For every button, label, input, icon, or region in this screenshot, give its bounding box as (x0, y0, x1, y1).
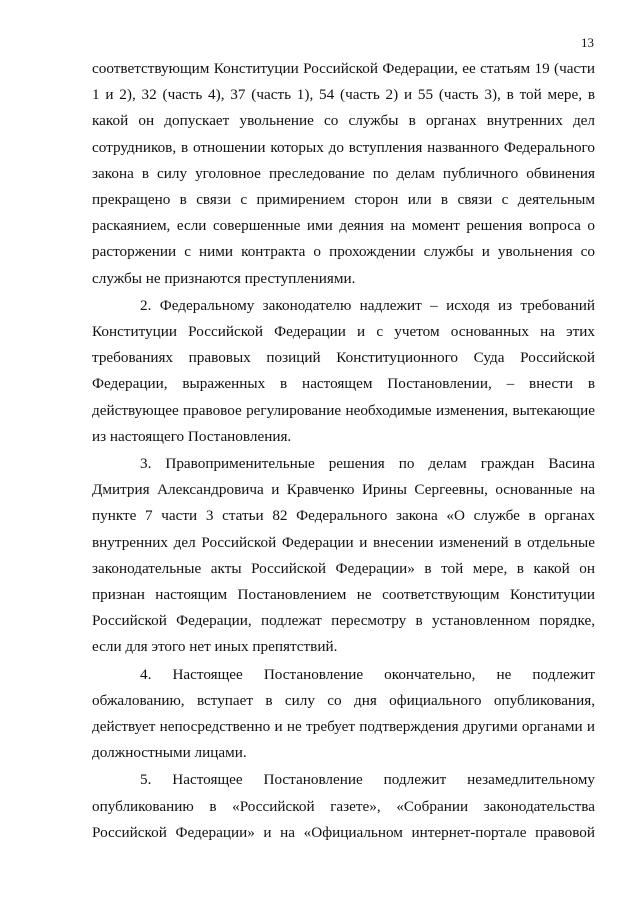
page-number: 13 (581, 35, 594, 50)
paragraph-item-5: 5. Настоящее Постановление подлежит незамедлительному опубликованию в «Российской газете», «Собрании законодательства Российской Федерации» и на «Официальном интернет-портале правовой (92, 771, 595, 841)
paragraph-item-4: 4. Настоящее Постановление окончательно, не подлежит обжалованию, вступает в силу со дня официального опубликования, действует непосредственно и не требует подтверждения другими органами и должностными лицами. (92, 665, 595, 762)
paragraph-item-3: 3. Правоприменительные решения по делам граждан Васина Дмитрия Александровича и Кравченко Ирины Сергеевны, основанные на пункте 7 части 3 статьи 82 Федерального закона «О службе в органах внутренних дел Российской Федерации и внесении изменений в отдельные законодательные акты Российской Федерации» в той мере, в какой он признан настоящим Постановлением не соответствующим Конституции Российской Федерации, подлежат пересмотру в установленном порядке, если для этого нет иных препятствий. (92, 455, 595, 656)
paragraph-item-2: 2. Федеральному законодателю надлежит – исходя из требований Конституции Российской Федерации и с учетом основанных на этих требованиях правовых позиций Конституционного Суда Российской Федерации, выраженных в настоящем Постановлении, – внести в действующее правовое регулирование необходимые изменения, вытекающие из настоящего Постановления. (92, 296, 595, 445)
document-body (92, 56, 595, 846)
paragraph-continuation: соответствующим Конституции Российской Федерации, ее статьям 19 (части 1 и 2), 32 (часть 4), 37 (часть 1), 54 (часть 2) и 55 (часть 3), в той мере, в какой он допускает увольнение со службы в органах внутренних дел сотрудников, в отношении которых до вступления названного Федерального закона в силу уголовное преследование по делам публичного обвинения прекращено в связи с примирением сторон или в связи с деятельным раскаянием, если совершенные ими деяния на момент решения вопроса о расторжении с ними контракта о прохождении службы и увольнения со службы не признаются преступлениями. (92, 60, 595, 287)
